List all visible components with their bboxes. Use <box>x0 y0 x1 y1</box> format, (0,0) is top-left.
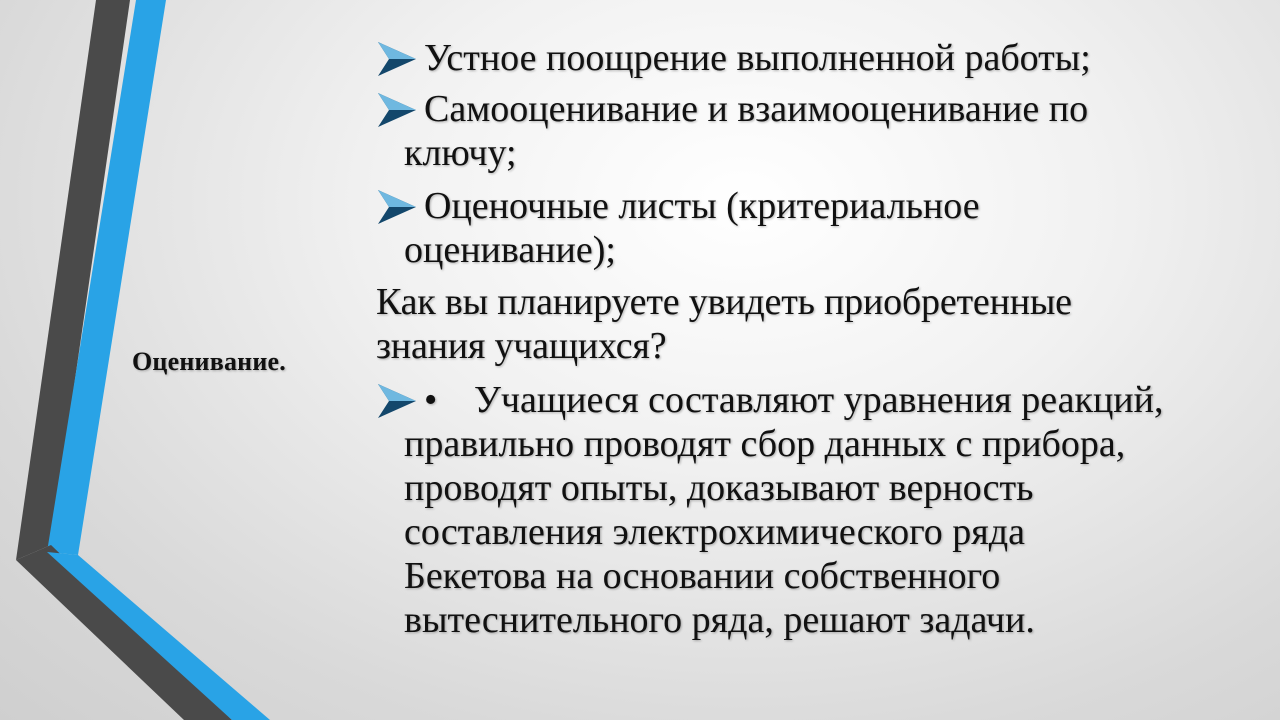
answer-line: правильно проводят сбор данных с прибора, <box>404 423 1126 465</box>
answer-text: Учащиеся составляют уравнения реакций, <box>474 379 1164 421</box>
question <box>376 280 1256 368</box>
answer-line: Бекетова на основании собственного <box>404 555 1001 597</box>
item-text: Самооценивание и взаимооценивание по <box>424 88 1089 130</box>
answer-line: проводят опыты, доказывают верность <box>404 467 1034 509</box>
arrow-bullet-icon <box>376 382 418 420</box>
list-item <box>376 184 1256 272</box>
list-item <box>376 87 1256 175</box>
answer-line: вытеснительного ряда, решают задачи. <box>404 599 1035 641</box>
dark-band-lower <box>16 545 232 720</box>
question-line: Как вы планируете увидеть приобретенные <box>376 281 1072 323</box>
arrow-bullet-icon <box>376 91 418 129</box>
arrow-bullet-icon <box>376 40 418 78</box>
content-column <box>376 36 1256 642</box>
list-item <box>376 36 1256 80</box>
answer-line: составления электрохимического ряда <box>404 511 1025 553</box>
item-text-continuation: ключу; <box>404 132 517 174</box>
question-line: знания учащихся? <box>376 325 667 367</box>
answer-item <box>376 378 1256 642</box>
dot-bullet: • <box>424 379 438 421</box>
section-label: Оценивание. <box>132 347 286 376</box>
item-text: Устное поощрение выполненной работы; <box>424 37 1091 79</box>
item-text-continuation: оценивание); <box>404 229 616 271</box>
arrow-bullet-icon <box>376 188 418 226</box>
item-text: Оценочные листы (критериальное <box>424 185 980 227</box>
